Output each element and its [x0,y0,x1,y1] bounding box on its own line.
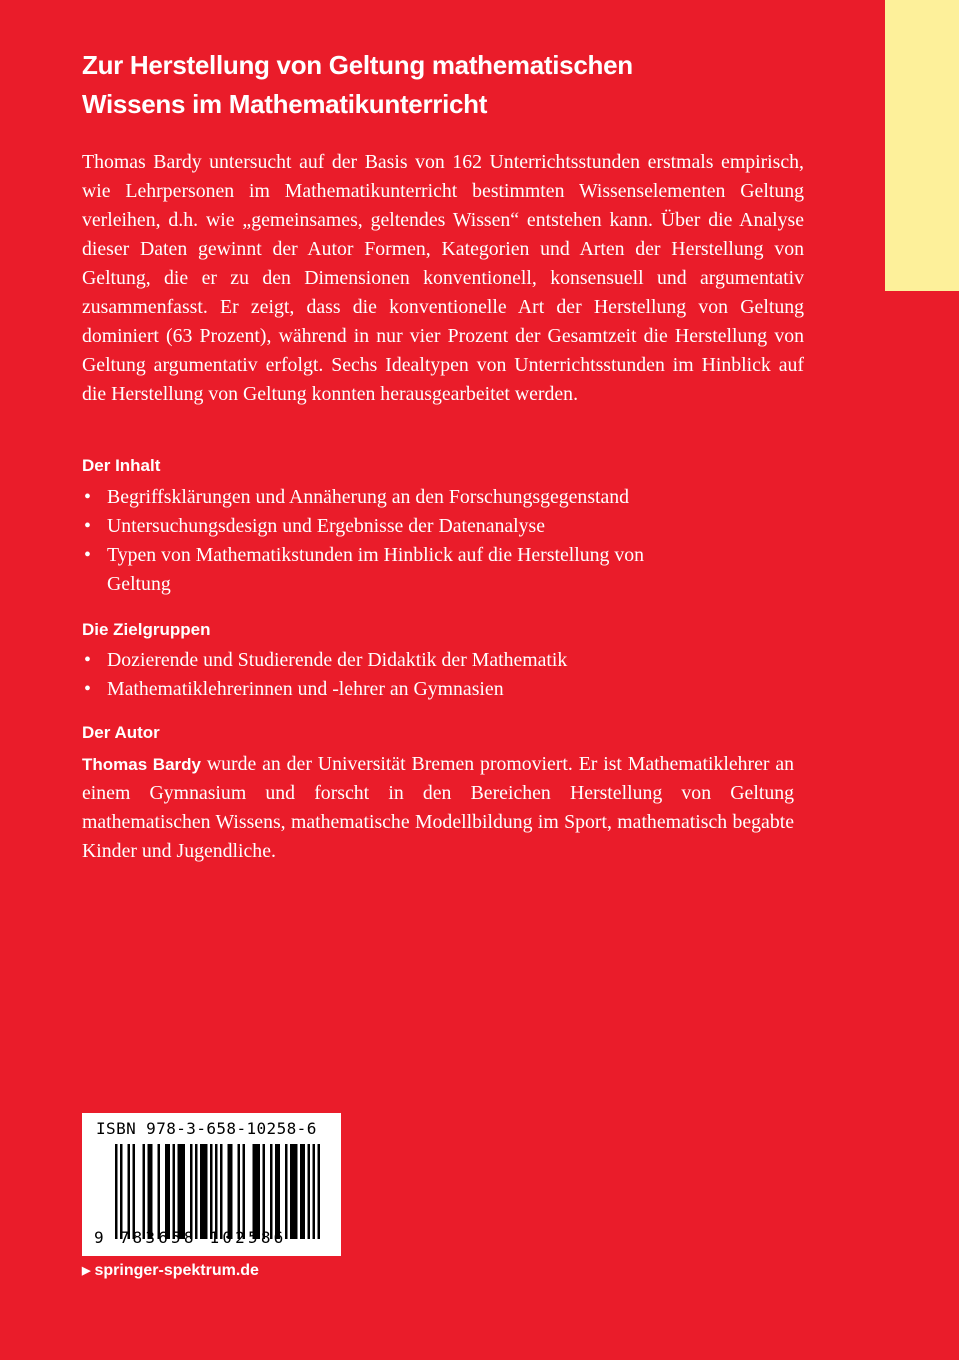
title-line-1: Zur Herstellung von Geltung mathematischen [82,50,633,80]
publisher-url: springer-spektrum.de [94,1262,259,1279]
publisher-link[interactable] [82,1262,259,1280]
barcode-bar [308,1144,311,1239]
barcode-bar [228,1144,233,1239]
barcode-bar [253,1144,261,1239]
author-bio [82,750,794,866]
book-description: Thomas Bardy untersucht auf der Basis von 162 Unterrichtsstunden erstmals empirisch, wie Lehrpersonen im Mathematikunterricht bestimmten Wissenselementen Geltung verleihen, d.h. wie „gemeinsames, geltendes Wissen“ entstehen kann. Über die Analyse dieser Daten gewinnt der Autor Formen, Kategorien und Arten der Herstellung von Geltung, die er zu den Dimensionen konventionell, konsensuell und argumentativ zusammenfasst. Er zeigt, dass die konventionelle Art der Herstellung von Geltung dominiert (63 Prozent), während in nur vier Prozent der Gesamtzeit die Herstellung von Geltung argumentativ erfolgt. Sechs Idealtypen von Unterrichtsstunden im Hinblick auf die Herstellung von Geltung konnten herausgearbeitet werden. [82,151,804,405]
isbn-label: ISBN 978-3-658-10258-6 [96,1119,317,1138]
author-bio-text: wurde an der Universität Bremen promoviert. Er ist Mathematiklehrer an einem Gymnasium und forscht in den Bereichen Herstellung von Geltung mathematischen Wissens, mathematische Modellbildung im Sport, mathematisch begabte Kinder und Jugendliche. [82,753,794,862]
title-line-2: Wissens im Mathematikunterricht [82,89,488,119]
audience-list [82,646,762,704]
barcode-digits: 9 783658 102586 [94,1228,287,1247]
barcode-bar [133,1144,136,1239]
barcode-bar [158,1144,161,1239]
list-item: • Typen von Mathematikstunden im Hinblick auf die Herstellung von Geltung [82,541,697,599]
barcode-image [115,1144,320,1239]
author-heading: Der Autor [82,723,160,742]
barcode-bar [190,1144,193,1239]
list-item: • Mathematiklehrerinnen und -lehrer an Gymnasien [82,675,762,704]
barcode-bar [285,1144,288,1239]
bullet-icon: • [84,515,91,537]
list-item: • Begriffsklärungen und Annäherung an den Forschungsgegenstand [82,483,762,512]
barcode-bar [270,1144,273,1239]
barcode-bar [210,1144,213,1239]
bullet-icon: • [84,544,91,566]
barcode-bar [215,1144,218,1239]
author-name: Thomas Bardy [82,755,201,774]
barcode-bar [165,1144,170,1239]
barcode-bar [220,1144,223,1239]
isbn-barcode-box [82,1113,341,1256]
yellow-corner-tab [885,0,959,291]
arrow-right-icon: ▶ [82,1265,91,1277]
list-item: • Untersuchungsdesign und Ergebnisse der Datenanalyse [82,512,762,541]
barcode-bar [318,1144,321,1239]
barcode-bar [178,1144,186,1239]
barcode-bar [128,1144,131,1239]
barcode-bar [115,1144,118,1239]
barcode-bar [200,1144,208,1239]
contents-heading: Der Inhalt [82,456,161,475]
barcode-bar [238,1144,241,1239]
bullet-icon: • [84,486,91,508]
barcode-bar [275,1144,280,1239]
barcode-bar [313,1144,316,1239]
audience-heading: Die Zielgruppen [82,620,211,639]
barcode-bar [263,1144,266,1239]
barcode-bar [300,1144,305,1239]
barcode-bar [148,1144,153,1239]
barcode-bar [120,1144,123,1239]
barcode-bar [143,1144,146,1239]
book-title [82,46,842,124]
barcode-bar [173,1144,176,1239]
bullet-icon: • [84,649,91,671]
barcode-bar [290,1144,298,1239]
barcode-bar [195,1144,198,1239]
contents-list [82,483,762,599]
bullet-icon: • [84,678,91,700]
barcode-bar [243,1144,246,1239]
list-item: • Dozierende und Studierende der Didaktik der Mathematik [82,646,762,675]
